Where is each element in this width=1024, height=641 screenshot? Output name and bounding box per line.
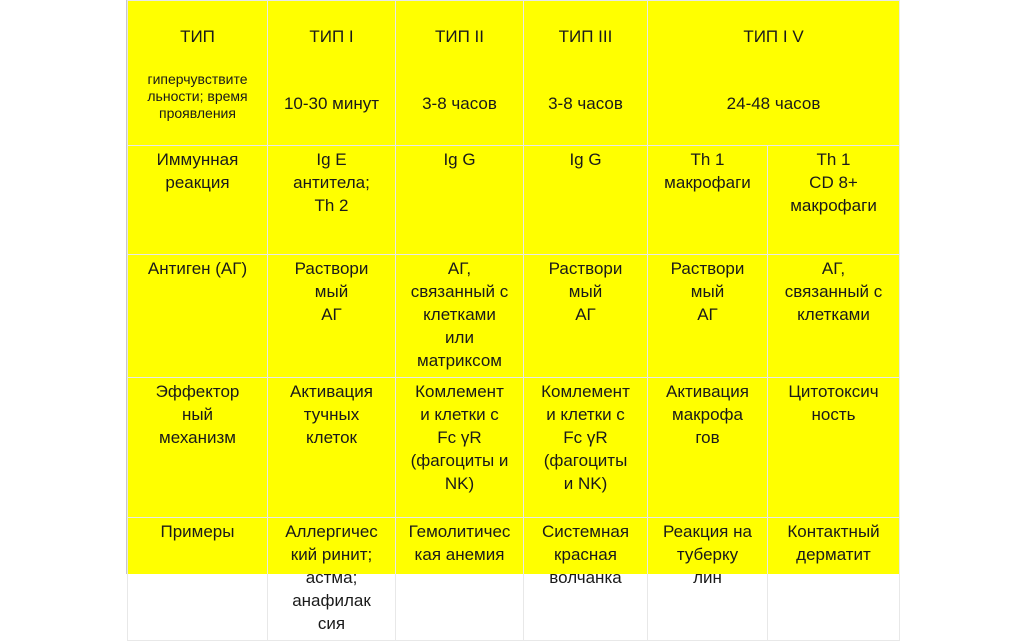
type-3-title: ТИП III [558, 27, 613, 46]
type-2-time: 3-8 часов [422, 94, 497, 113]
header-type-2 [396, 1, 524, 146]
type-3-time: 3-8 часов [548, 94, 623, 113]
table-cell: Ig G [524, 146, 648, 255]
hypersensitivity-table [127, 0, 900, 641]
table-cell: Ig G [396, 146, 524, 255]
table-cell: Раствори мый АГ [648, 255, 768, 378]
row-label: Примеры [128, 518, 268, 641]
table-cell: Активация тучных клеток [268, 378, 396, 518]
hypersensitivity-table-container [126, 0, 900, 633]
row-label: Иммунная реакция [128, 146, 268, 255]
table-cell: Комлемент и клетки с Fc γR (фагоциты и NK) [524, 378, 648, 518]
type-1-title: ТИП I [309, 27, 354, 46]
table-cell: Контактный дерматит [768, 518, 900, 641]
table-cell: АГ, связанный с клетками [768, 255, 900, 378]
row-label: Эффектор ный механизм [128, 378, 268, 518]
table-cell: Раствори мый АГ [524, 255, 648, 378]
header-type-1 [268, 1, 396, 146]
table-cell: АГ, связанный с клетками или матриксом [396, 255, 524, 378]
effector-mechanism-row [128, 378, 900, 518]
immune-reaction-row [128, 146, 900, 255]
type-4-title: ТИП I V [743, 27, 804, 46]
table-cell: Активация макрофа гов [648, 378, 768, 518]
table-cell: Гемолитичес кая анемия [396, 518, 524, 641]
header-row [128, 1, 900, 146]
header-type-4 [648, 1, 900, 146]
table-cell: Цитотоксич ность [768, 378, 900, 518]
table-cell: Реакция на туберку лин [648, 518, 768, 641]
examples-row [128, 518, 900, 641]
header-type-3 [524, 1, 648, 146]
row-label: Антиген (АГ) [128, 255, 268, 378]
antigen-row [128, 255, 900, 378]
table-cell: Ig E антитела; Th 2 [268, 146, 396, 255]
type-1-time: 10-30 минут [283, 94, 380, 113]
type-2-title: ТИП II [435, 27, 484, 46]
table-cell: Th 1 CD 8+ макрофаги [768, 146, 900, 255]
header-label-cell [128, 1, 268, 146]
table-cell: Аллергичес кий ринит; астма; анафилак сия [268, 518, 396, 641]
table-cell: Комлемент и клетки с Fc γR (фагоциты и NK) [396, 378, 524, 518]
table-cell: Th 1 макрофаги [648, 146, 768, 255]
header-label-subtitle: гиперчувствите льности; время проявления [147, 71, 248, 121]
table-cell: Раствори мый АГ [268, 255, 396, 378]
type-4-time: 24-48 часов [726, 94, 821, 113]
table-cell: Системная красная волчанка [524, 518, 648, 641]
header-label-title: ТИП [180, 27, 215, 46]
